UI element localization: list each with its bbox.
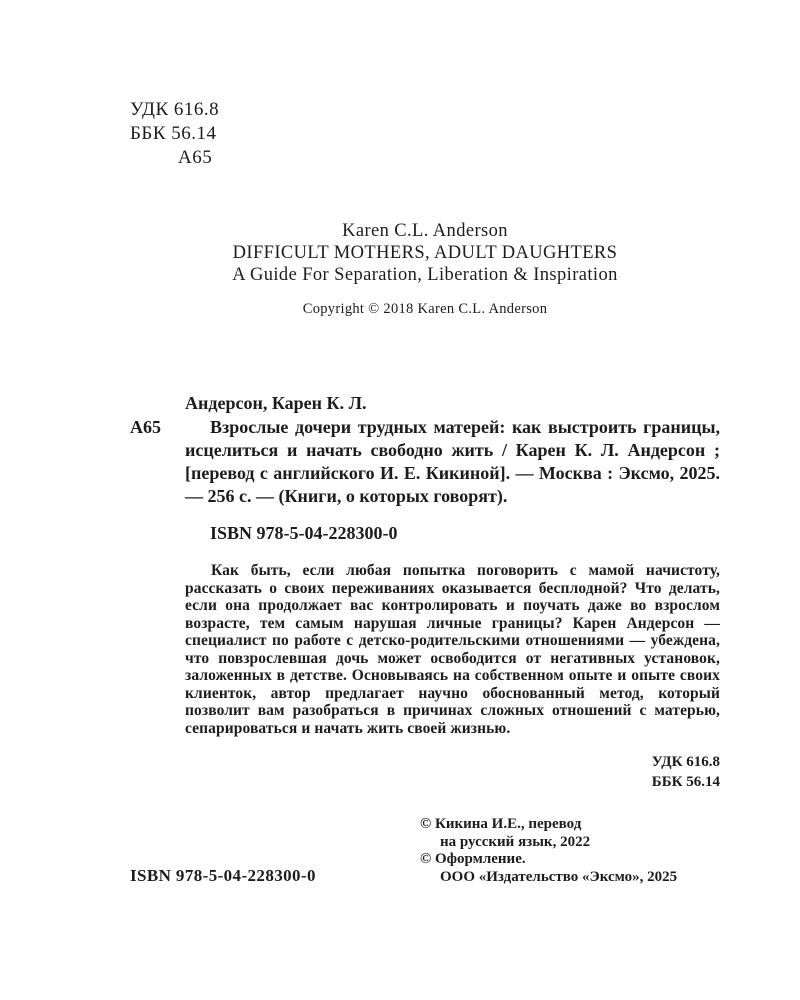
bottom-classification-codes (652, 752, 720, 792)
credit-line-translation-cont: на русский язык, 2022 (440, 833, 591, 850)
catalog-entry-code: А65 (130, 417, 161, 437)
catalog-entry (130, 416, 720, 508)
bbk-code-top: ББК 56.14 (130, 123, 217, 144)
original-author: Karen C.L. Anderson (342, 221, 508, 241)
catalog-author-heading: Андерсон, Карен К. Л. (185, 393, 367, 413)
credit-line-translation: © Кикина И.Е., перевод (420, 816, 582, 832)
isbn-line: ISBN 978-5-04-228300-0 (210, 523, 398, 543)
copyright-line: Copyright © 2018 Karen C.L. Anderson (302, 301, 548, 317)
credit-line-publisher: ООО «Издательство «Эксмо», 2025 (440, 868, 678, 885)
original-title-block (130, 220, 720, 286)
author-sign-top: А65 (178, 147, 213, 168)
original-title: DIFFICULT MOTHERS, ADULT DAUGHTERS (232, 243, 618, 263)
bibliographic-record (130, 392, 720, 545)
bbk-code-bottom: ББК 56.14 (651, 774, 720, 790)
udk-code-top: УДК 616.8 (130, 99, 220, 120)
footer-isbn: ISBN 978-5-04-228300-0 (130, 866, 316, 885)
top-classification-codes (130, 98, 219, 170)
credit-line-design: © Оформление. (420, 851, 526, 867)
udk-code-bottom: УДК 616.8 (651, 754, 720, 770)
original-subtitle: A Guide For Separation, Liberation & Inspiration (232, 265, 618, 285)
catalog-entry-text: Взрослые дочери трудных матерей: как выстроить границы, исцелиться и начать свободно жить / Карен К. Л. Андерсон ; [перевод с английского И. Е. Кикиной]. — Москва : Эксмо, 2025. — 256 с. — (Книги, о которых говорят). (185, 417, 720, 506)
copyright-credits (420, 816, 677, 886)
annotation-paragraph: Как быть, если любая попытка поговорить с мамой начистоту, рассказать о своих переживаниях оказывается бесплодной? Что делать, если она продолжает вас контролировать и поучать даже во взрослом возрасте, тем самым нарушая личные границы? Карен Андерсон — специалист по работе с детско-родительскими отношениями — убеждена, что повзрослевшая дочь может освободится от негативных установок, заложенных в детстве. Основываясь на собственном опыте и опыте своих клиенток, автор предлагает научно обоснованный метод, который позволит вам разобраться в причинах сложных отношений с матерью, сепарироваться и начать жить своей жизнью. (185, 562, 720, 737)
